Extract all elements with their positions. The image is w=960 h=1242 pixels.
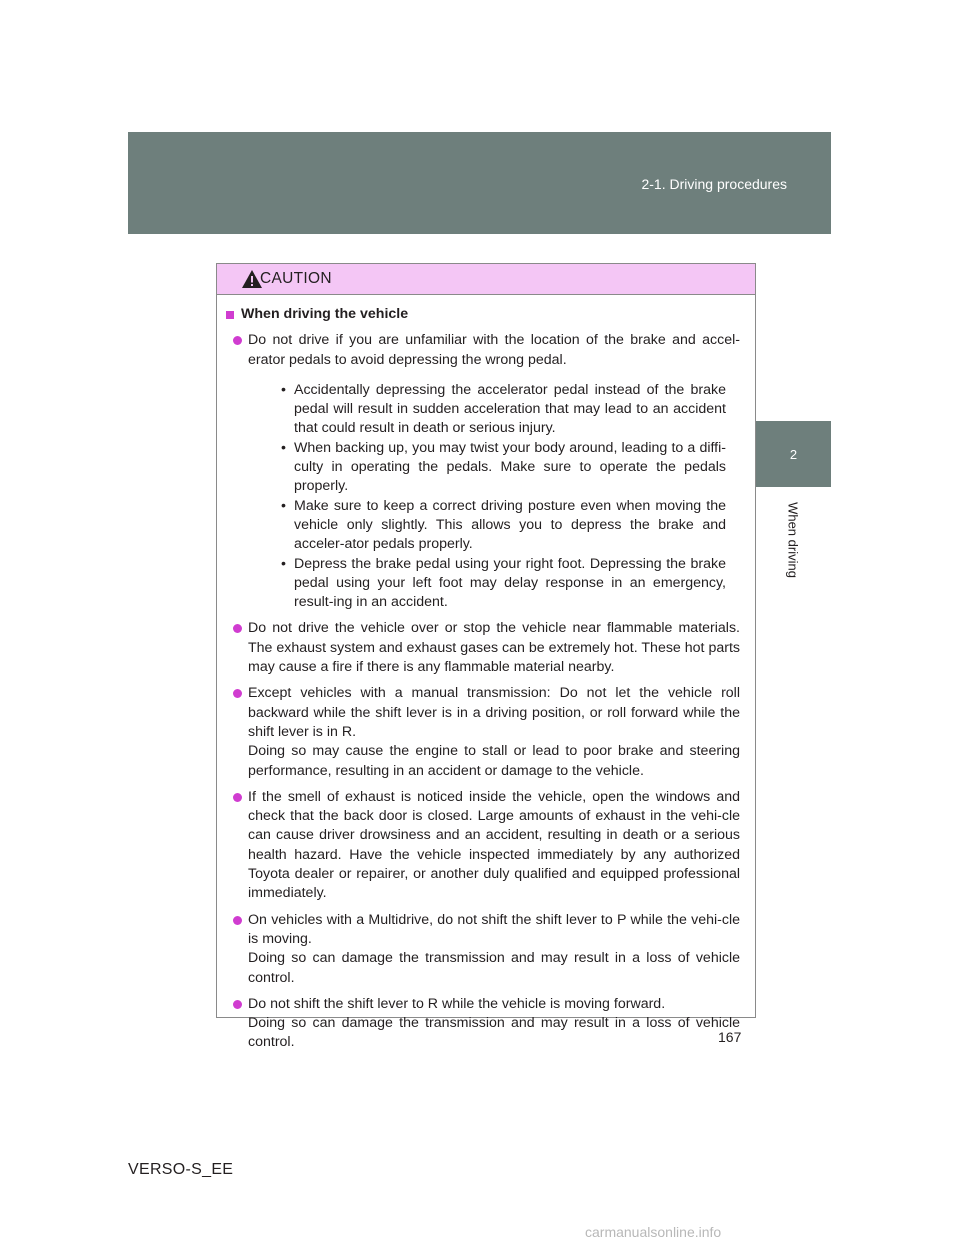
sub-item-text: Accidentally depressing the accelerator pedal instead of the brake pedal will result in sudden acceleration that may lead to an accident that could result in death or serious injury. xyxy=(294,381,726,437)
caution-section-heading-text: When driving the vehicle xyxy=(241,306,409,322)
chapter-label: When driving xyxy=(785,502,801,578)
bullet-icon xyxy=(233,793,242,802)
sub-item: • Depress the brake pedal using your right foot. Depressing the brake pedal using your left foot may delay response in an emergency, result-ing in an accident. xyxy=(281,555,726,611)
square-bullet-icon xyxy=(226,311,234,319)
caution-section-heading xyxy=(225,305,740,324)
sub-item-text: Make sure to keep a correct driving posture even when moving the vehicle only slightly. This allows you to depress the brake and acceler-ator pedals properly. xyxy=(294,497,726,553)
caution-item xyxy=(225,911,740,988)
sub-item-text: Depress the brake pedal using your right foot. Depressing the brake pedal using your left foot may delay response in an emergency, result-ing in an accident. xyxy=(294,555,726,611)
bullet-icon xyxy=(233,336,242,345)
caution-content xyxy=(225,305,740,1053)
sub-list xyxy=(248,381,740,613)
bullet-icon xyxy=(233,916,242,925)
chapter-tab xyxy=(756,421,831,487)
caution-header xyxy=(217,264,755,295)
section-title: 2-1. Driving procedures xyxy=(641,176,787,192)
caution-item-text: Do not drive if you are unfamiliar with the location of the brake and accel-erator pedals to avoid depressing the wrong pedal. xyxy=(248,332,740,368)
header-bar xyxy=(128,132,831,234)
caution-item-text: Do not shift the shift lever to R while the vehicle is moving forward. xyxy=(248,995,666,1012)
chapter-number: 2 xyxy=(789,447,798,462)
sub-item: • Make sure to keep a correct driving posture even when moving the vehicle only slightly. This allows you to depress the brake and acceler-ator pedals properly. xyxy=(281,497,726,553)
watermark: carmanualsonline.info xyxy=(585,1224,722,1240)
caution-item xyxy=(225,331,740,612)
caution-item-text: Doing so can damage the transmission and may result in a loss of vehicle control. xyxy=(248,950,740,986)
caution-item xyxy=(225,619,740,677)
sub-item: • When backing up, you may twist your body around, leading to a diffi-culty in operating the pedals. Make sure to operate the pedals properly. xyxy=(281,439,726,495)
caution-title: CAUTION xyxy=(260,270,332,287)
sub-item: • Accidentally depressing the accelerator pedal instead of the brake pedal will result in sudden acceleration that may lead to an accident that could result in death or serious injury. xyxy=(281,381,726,437)
caution-item-text: On vehicles with a Multidrive, do not shift the shift lever to P while the vehi-cle is moving. xyxy=(248,911,740,947)
bullet-icon xyxy=(233,1000,242,1009)
caution-item-text: Doing so may cause the engine to stall or lead to poor brake and steering performance, resulting in an accident or damage to the vehicle. xyxy=(248,743,740,779)
caution-item-text: If the smell of exhaust is noticed inside the vehicle, open the windows and check that the back door is closed. Large amounts of exhaust in the vehi-cle can cause driver drowsiness and an accident, resulting in death or a serious health hazard. Have the vehicle inspected immediately by any authorized Toyota dealer or repairer, or another duly qualified and equipped professional immediately. xyxy=(248,788,740,902)
bullet-icon xyxy=(233,689,242,698)
caution-item xyxy=(225,788,740,904)
caution-item-text: Except vehicles with a manual transmission: Do not let the vehicle roll backward while the shift lever is in a driving position, or roll forward while the shift lever is in R. xyxy=(248,685,740,740)
caution-item xyxy=(225,995,740,1053)
caution-item-text: Do not drive the vehicle over or stop the vehicle near flammable materials. The exhaust system and exhaust gases can be extremely hot. These hot parts may cause a fire if there is any flammable material nearby. xyxy=(248,620,740,676)
caution-item xyxy=(225,684,740,780)
page-number: 167 xyxy=(718,1029,742,1045)
document-code: VERSO-S_EE xyxy=(128,1161,234,1178)
caution-item-text: Doing so can damage the transmission and may result in a loss of vehicle control. xyxy=(248,1015,740,1051)
sub-item-text: When backing up, you may twist your body around, leading to a diffi-culty in operating the pedals. Make sure to operate the pedals properly. xyxy=(294,439,726,495)
bullet-icon xyxy=(233,624,242,633)
